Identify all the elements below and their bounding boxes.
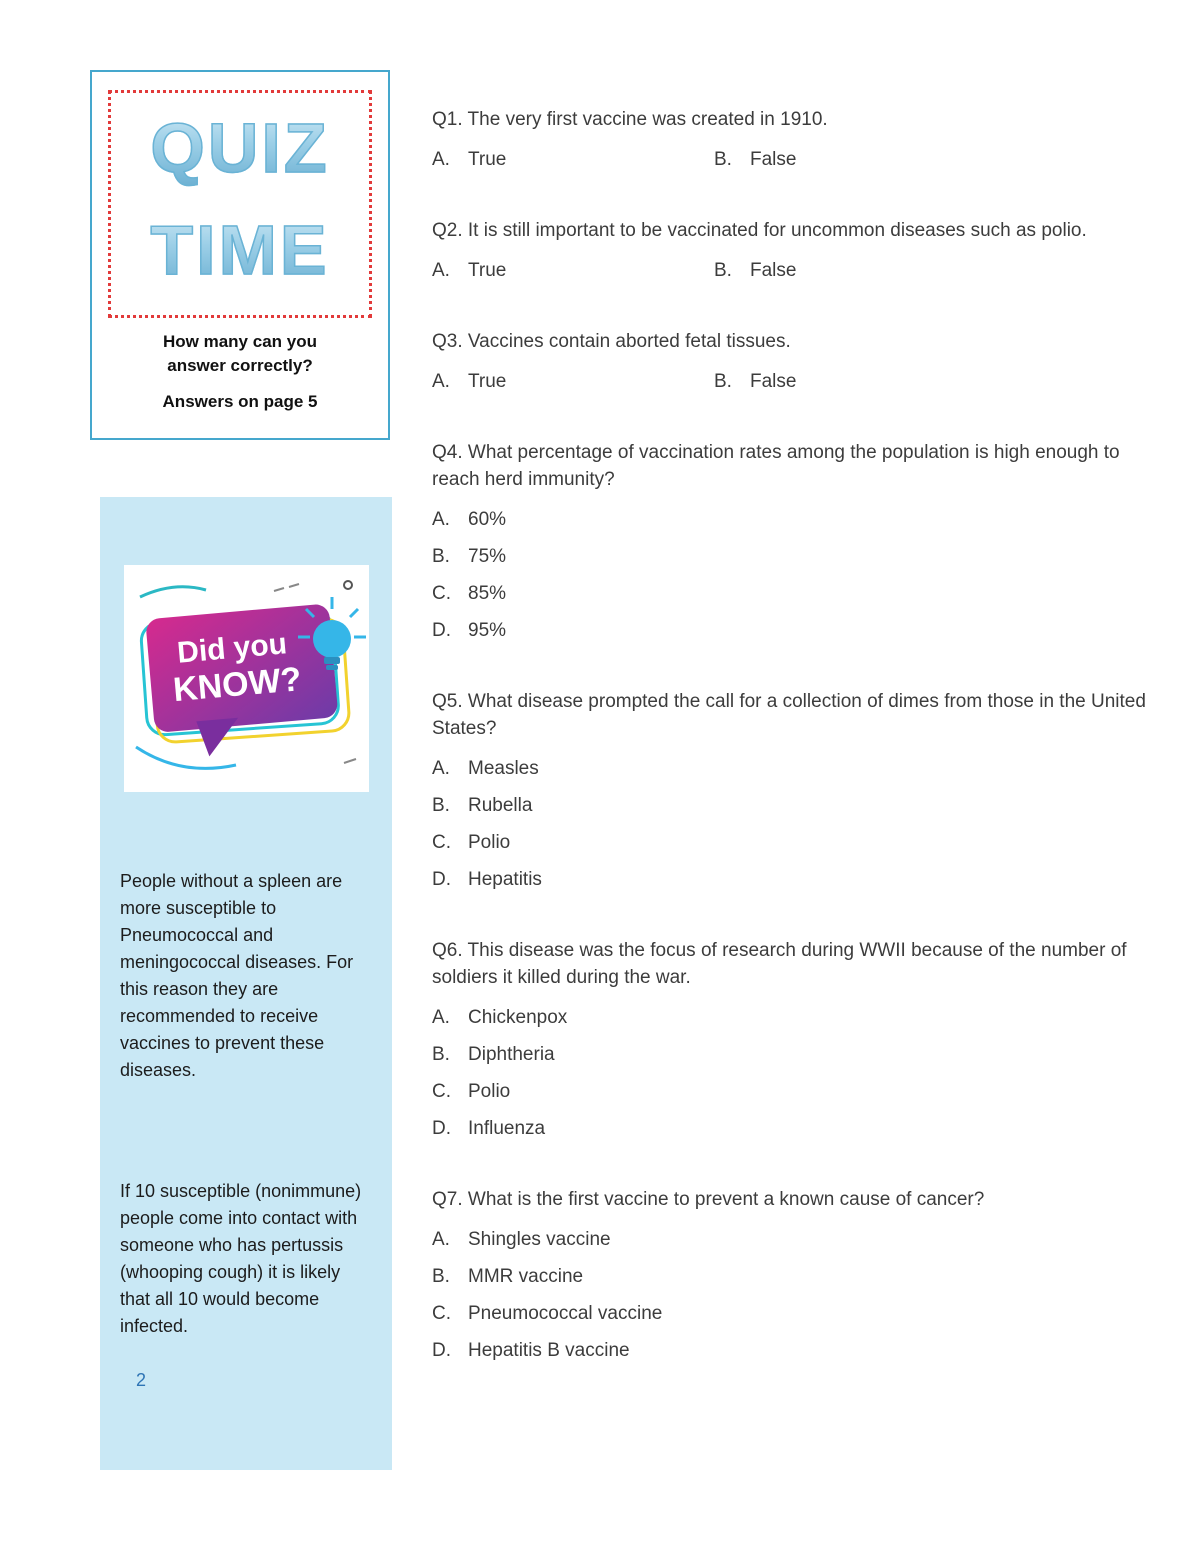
question-3-option-b [714, 368, 796, 395]
question-4-option-d [432, 617, 1156, 644]
option-letter: A. [432, 371, 450, 392]
question-4 [432, 439, 1156, 644]
question-6-option-c [432, 1078, 1156, 1105]
question-2 [432, 217, 1156, 284]
questions-column [432, 106, 1156, 1408]
option-label: Rubella [468, 795, 533, 816]
option-label: Polio [468, 832, 511, 853]
question-7-option-d [432, 1337, 1156, 1364]
quiz-subtitle: How many can you answer correctly? [163, 332, 317, 375]
option-label: 95% [468, 620, 507, 641]
option-letter: A. [432, 1229, 450, 1250]
option-letter: D. [432, 1340, 451, 1361]
quiz-title-line1: QUIZ [115, 97, 365, 199]
quiz-title-frame [108, 90, 372, 318]
option-label: Polio [468, 1081, 511, 1102]
option-label: Measles [468, 758, 539, 779]
question-5-option-c [432, 829, 1156, 856]
option-letter: B. [432, 546, 450, 567]
option-label: False [750, 371, 797, 392]
question-options [432, 1226, 1156, 1364]
option-letter: A. [432, 149, 450, 170]
question-3 [432, 328, 1156, 395]
option-letter: C. [432, 1081, 451, 1102]
option-letter: D. [432, 620, 451, 641]
question-4-option-a [432, 506, 1156, 533]
option-label: True [468, 371, 507, 392]
option-label: True [468, 149, 507, 170]
question-2-option-a [432, 257, 714, 284]
question-text: Q1. The very first vaccine was created in 1910. [432, 109, 828, 130]
page-number: 2 [136, 1370, 147, 1390]
question-options [432, 146, 1156, 173]
option-label: Influenza [468, 1118, 546, 1139]
option-label: Diphtheria [468, 1044, 555, 1065]
decorative-dash [274, 584, 299, 591]
option-letter: B. [432, 1044, 450, 1065]
question-6 [432, 937, 1156, 1142]
question-5-option-d [432, 866, 1156, 893]
question-text: Q5. What disease prompted the call for a collection of dimes from those in the United States? [432, 691, 1146, 739]
question-text: Q2. It is still important to be vaccinated for uncommon diseases such as polio. [432, 220, 1087, 241]
question-options [432, 755, 1156, 893]
question-7-option-b [432, 1263, 1156, 1290]
question-1-option-a [432, 146, 714, 173]
question-6-option-a [432, 1004, 1156, 1031]
option-label: 85% [468, 583, 507, 604]
option-label: 75% [468, 546, 507, 567]
question-5-option-a [432, 755, 1156, 782]
option-label: 60% [468, 509, 507, 530]
option-letter: A. [432, 260, 450, 281]
question-5 [432, 688, 1156, 893]
did-you-know-graphic [124, 565, 369, 792]
question-text: Q4. What percentage of vaccination rates among the population is high enough to reach herd immunity? [432, 442, 1120, 490]
question-7-option-a [432, 1226, 1156, 1253]
question-7 [432, 1186, 1156, 1364]
option-letter: A. [432, 1007, 450, 1028]
quiz-title-line2: TIME [115, 199, 365, 301]
bubble-text-line1: Did you [175, 627, 288, 670]
question-1-option-b [714, 146, 796, 173]
question-3-option-a [432, 368, 714, 395]
question-1 [432, 106, 1156, 173]
option-label: False [750, 149, 797, 170]
option-label: True [468, 260, 507, 281]
decorative-line [140, 587, 206, 597]
option-letter: C. [432, 1303, 451, 1324]
option-letter: D. [432, 869, 451, 890]
question-options [432, 368, 1156, 395]
question-2-option-b [714, 257, 796, 284]
fact-spleen: People without a spleen are more susceptible to Pneumococcal and meningococcal diseases. For this reason they are recommended to receive vaccines to prevent these diseases. [120, 871, 354, 1080]
bubble-text-line2: KNOW? [171, 660, 303, 710]
question-7-option-c [432, 1300, 1156, 1327]
question-6-option-d [432, 1115, 1156, 1142]
fact-pertussis: If 10 susceptible (nonimmune) people come into contact with someone who has pertussis (whooping cough) it is likely that all 10 would become infected. [120, 1181, 362, 1336]
option-letter: B. [714, 371, 732, 392]
question-options [432, 506, 1156, 644]
question-6-option-b [432, 1041, 1156, 1068]
did-you-know-image [124, 565, 369, 792]
question-text: Q3. Vaccines contain aborted fetal tissues. [432, 331, 791, 352]
option-letter: D. [432, 1118, 451, 1139]
option-letter: C. [432, 583, 451, 604]
question-options [432, 257, 1156, 284]
did-you-know-panel [100, 497, 392, 1470]
decorative-line [136, 747, 236, 768]
option-letter: B. [714, 149, 732, 170]
option-letter: A. [432, 509, 450, 530]
option-letter: C. [432, 832, 451, 853]
answers-note: Answers on page 5 [162, 392, 318, 411]
option-letter: B. [432, 1266, 450, 1287]
decorative-dash [344, 759, 356, 763]
question-options [432, 1004, 1156, 1142]
option-letter: B. [714, 260, 732, 281]
option-label: Pneumococcal vaccine [468, 1303, 663, 1324]
option-label: Hepatitis B vaccine [468, 1340, 630, 1361]
question-text: Q7. What is the first vaccine to prevent a known cause of cancer? [432, 1189, 985, 1210]
option-label: Chickenpox [468, 1007, 568, 1028]
option-label: Hepatitis [468, 869, 542, 890]
question-4-option-c [432, 580, 1156, 607]
option-label: Shingles vaccine [468, 1229, 611, 1250]
option-letter: A. [432, 758, 450, 779]
question-5-option-b [432, 792, 1156, 819]
decorative-dot [344, 581, 352, 589]
option-label: False [750, 260, 797, 281]
option-letter: B. [432, 795, 450, 816]
question-text: Q6. This disease was the focus of research during WWII because of the number of soldiers it killed during the war. [432, 940, 1127, 988]
question-4-option-b [432, 543, 1156, 570]
option-label: MMR vaccine [468, 1266, 584, 1287]
quiz-time-box [90, 70, 390, 440]
